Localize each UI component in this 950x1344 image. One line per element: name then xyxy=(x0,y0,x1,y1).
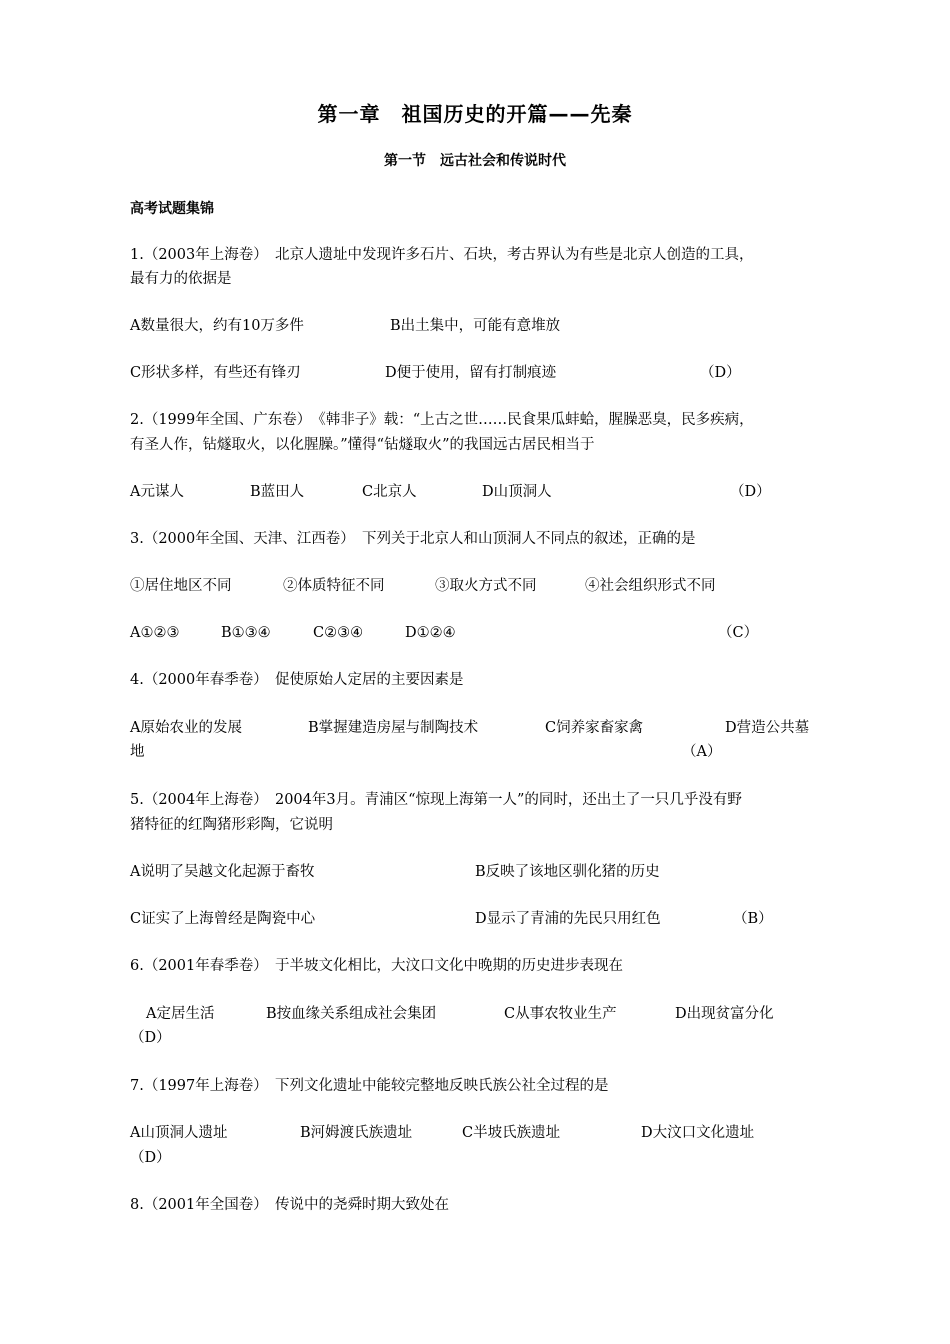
question-5-option-d: D显示了青浦的先民只用红色 xyxy=(475,911,661,927)
question-7-option-b: B河姆渡氏族遗址 xyxy=(300,1125,413,1141)
question-4-option-a: A原始农业的发展 xyxy=(130,720,242,736)
question-2-option-a: A元谋人 xyxy=(130,484,184,500)
question-4-option-d: D营造公共墓 xyxy=(725,720,810,736)
question-4-option-c: C饲养家畜家禽 xyxy=(545,720,644,736)
section-subtitle: 第一节 远古社会和传说时代 xyxy=(384,153,566,169)
question-5-stem-line2: 猪特征的红陶猪形彩陶，它说明 xyxy=(130,817,333,833)
question-7-answer: （D） xyxy=(130,1150,171,1166)
question-7-stem: 7.（1997年上海卷） 下列文化遗址中能较完整地反映氏族公社全过程的是 xyxy=(130,1078,609,1094)
question-3-option-d: D①②④ xyxy=(405,625,456,641)
question-1-stem-line2: 最有力的依据是 xyxy=(130,271,232,287)
question-1-option-c: C形状多样，有些还有锋刃 xyxy=(130,365,301,381)
question-5-stem-line1: 5.（2004年上海卷） 2004年3月。青浦区“惊现上海第一人”的同时，还出土了一只几乎没有野 xyxy=(130,792,742,808)
question-2-option-b: B蓝田人 xyxy=(250,484,305,500)
question-2-stem-line1: 2.（1999年全国、广东卷） 《韩非子》载：“上古之世……民食果瓜蚌蛤，腥臊恶臭，民多疾病， xyxy=(130,412,754,428)
question-7-option-c: C半坡氏族遗址 xyxy=(462,1125,561,1141)
question-7-option-d: D大汶口文化遗址 xyxy=(641,1125,755,1141)
chapter-title: 第一章 祖国历史的开篇——先秦 xyxy=(317,102,633,126)
question-3-item-1: ①居住地区不同 xyxy=(130,578,232,594)
question-7-option-a: A山顶洞人遗址 xyxy=(130,1125,228,1141)
question-1-option-b: B出土集中，可能有意堆放 xyxy=(390,318,561,334)
question-1-stem-line1: 1.（2003年上海卷） 北京人遗址中发现许多石片、石块，考古界认为有些是北京人创造的工具， xyxy=(130,247,754,263)
question-4-option-d-cont: 地 xyxy=(130,744,145,760)
question-5-option-c: C证实了上海曾经是陶瓷中心 xyxy=(130,911,316,927)
question-2-stem-line2: 有圣人作，钻燧取火，以化腥臊。”懂得“钻燧取火”的我国远古居民相当于 xyxy=(130,437,595,453)
question-3-option-a: A①②③ xyxy=(130,625,180,641)
question-4-answer: （A） xyxy=(682,744,722,760)
question-6-option-a: A定居生活 xyxy=(146,1006,215,1022)
question-6-option-d: D出现贫富分化 xyxy=(675,1006,774,1022)
question-1-option-d: D便于使用，留有打制痕迹 xyxy=(385,365,557,381)
section-heading: 高考试题集锦 xyxy=(130,201,214,217)
question-6-option-c: C从事农牧业生产 xyxy=(504,1006,617,1022)
question-3-answer: （C） xyxy=(718,625,759,641)
question-5-option-a: A说明了吴越文化起源于畜牧 xyxy=(130,864,315,880)
question-5-answer: （B） xyxy=(733,911,773,927)
question-3-item-4: ④社会组织形式不同 xyxy=(585,578,716,594)
question-5-option-b: B反映了该地区驯化猪的历史 xyxy=(475,864,660,880)
question-3-stem: 3.（2000年全国、天津、江西卷） 下列关于北京人和山顶洞人不同点的叙述，正确的是 xyxy=(130,531,696,547)
question-4-stem: 4.（2000年春季卷） 促使原始人定居的主要因素是 xyxy=(130,672,464,688)
question-6-option-b: B按血缘关系组成社会集团 xyxy=(266,1006,437,1022)
question-1-option-a: A数量很大，约有10万多件 xyxy=(130,318,304,334)
question-2-option-c: C北京人 xyxy=(362,484,417,500)
question-3-item-2: ②体质特征不同 xyxy=(283,578,385,594)
question-2-option-d: D山顶洞人 xyxy=(482,484,552,500)
question-6-stem: 6.（2001年春季卷） 于半坡文化相比，大汶口文化中晚期的历史进步表现在 xyxy=(130,958,623,974)
question-6-answer: （D） xyxy=(130,1030,171,1046)
question-3-item-3: ③取火方式不同 xyxy=(435,578,537,594)
question-4-option-b: B掌握建造房屋与制陶技术 xyxy=(308,720,479,736)
question-3-option-b: B①③④ xyxy=(221,625,271,641)
question-2-answer: （D） xyxy=(730,484,771,500)
question-3-option-c: C②③④ xyxy=(313,625,364,641)
question-1-answer: （D） xyxy=(700,365,741,381)
question-8-stem: 8.（2001年全国卷） 传说中的尧舜时期大致处在 xyxy=(130,1197,449,1213)
